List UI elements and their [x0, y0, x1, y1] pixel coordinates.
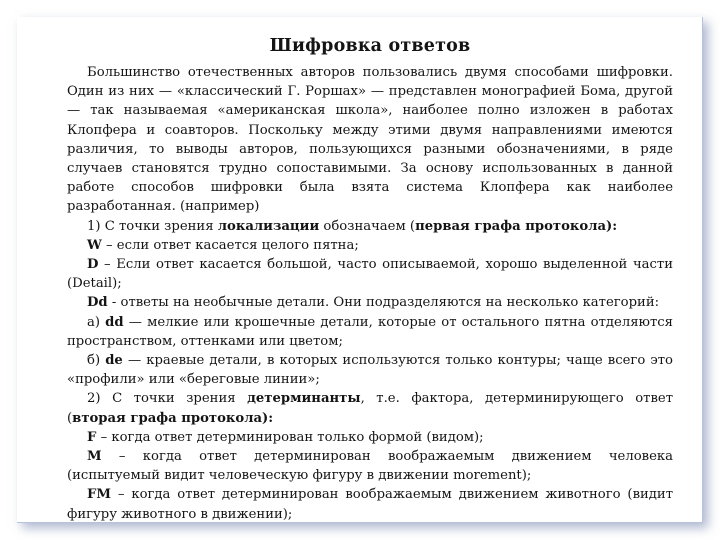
- item-fm: [67, 485, 673, 523]
- item-m: [67, 447, 673, 485]
- item-dd-code: Dd: [87, 295, 108, 311]
- section-determinant-mid: , т.е. фактора, детерминирующего ответ (: [67, 391, 673, 426]
- subitem-b-prefix: б): [87, 353, 106, 369]
- item-f: [67, 428, 673, 447]
- item-dd-text: - ответы на необычные детали. Они подразделяются на несколько категорий:: [107, 295, 660, 311]
- item-m-code: M: [87, 449, 102, 465]
- section-localization-column: первая графа протокола):: [415, 218, 618, 234]
- section-localization-term: локализации: [217, 218, 320, 234]
- subitem-a-prefix: а): [87, 314, 106, 330]
- slide-title: Шифровка ответов: [269, 36, 471, 56]
- item-d: [67, 255, 673, 293]
- section-localization: [67, 217, 673, 236]
- item-m-text: – когда ответ детерминирован воображаемым движением человека (испытуемый видит человеческую фигуру в движении morement);: [67, 449, 673, 484]
- section-determinant: [67, 389, 673, 427]
- subitem-a-code: dd: [105, 314, 124, 330]
- item-d-code: D: [87, 257, 99, 273]
- item-fm-code: FM: [87, 487, 111, 503]
- subitem-b-code: de: [105, 353, 123, 369]
- section-determinant-term: детерминанты: [247, 391, 361, 407]
- section-localization-mid: обозначаем (: [319, 218, 416, 234]
- item-fm-text: – когда ответ детерминирован воображаемым движением животного (видит фигуру животного в движении);: [67, 487, 673, 522]
- section-localization-lead: 1) С точки зрения: [87, 218, 218, 234]
- slide-body: [67, 63, 673, 524]
- intro-paragraph: Большинство отечественных авторов пользовались двумя способами шифровки. Один из них — «классический Г. Роршах» — представлен монографией Бома, другой — так называемая «американская школа», наиболее полно изложен в работах Клопфера и соавторов. Поскольку между этими двумя направлениями имеются различия, то выводы авторов, пользующихся разными обозначениями, в ряде случаев становятся трудно сопоставимыми. За основу использованных в данной работе способов шифровки была взята система Клопфера как наиболее разработанная. (например): [67, 65, 673, 215]
- subitem-b-text: — краевые детали, в которых используются только контуры; чаще всего это «профили» или «береговые линии»;: [67, 353, 673, 388]
- subitem-b: [67, 351, 673, 389]
- item-dd: [67, 293, 673, 312]
- item-w: [67, 236, 673, 255]
- subitem-a: [67, 313, 673, 351]
- item-f-code: F: [87, 429, 97, 445]
- section-determinant-column: вторая графа протокола):: [72, 410, 274, 426]
- slide-content: [67, 33, 673, 524]
- item-w-text: – если ответ касается целого пятна;: [101, 237, 359, 253]
- section-determinant-lead: 2) С точки зрения: [87, 391, 248, 407]
- subitem-a-text: — мелкие или крошечные детали, которые от остального пятна отделяются пространством, оттенками или цветом;: [67, 314, 673, 349]
- item-d-text: – Если ответ касается большой, часто описываемой, хорошо выделенной части (Detail);: [67, 257, 673, 292]
- item-w-code: W: [87, 237, 102, 253]
- item-f-text: – когда ответ детерминирован только формой (видом);: [96, 429, 484, 445]
